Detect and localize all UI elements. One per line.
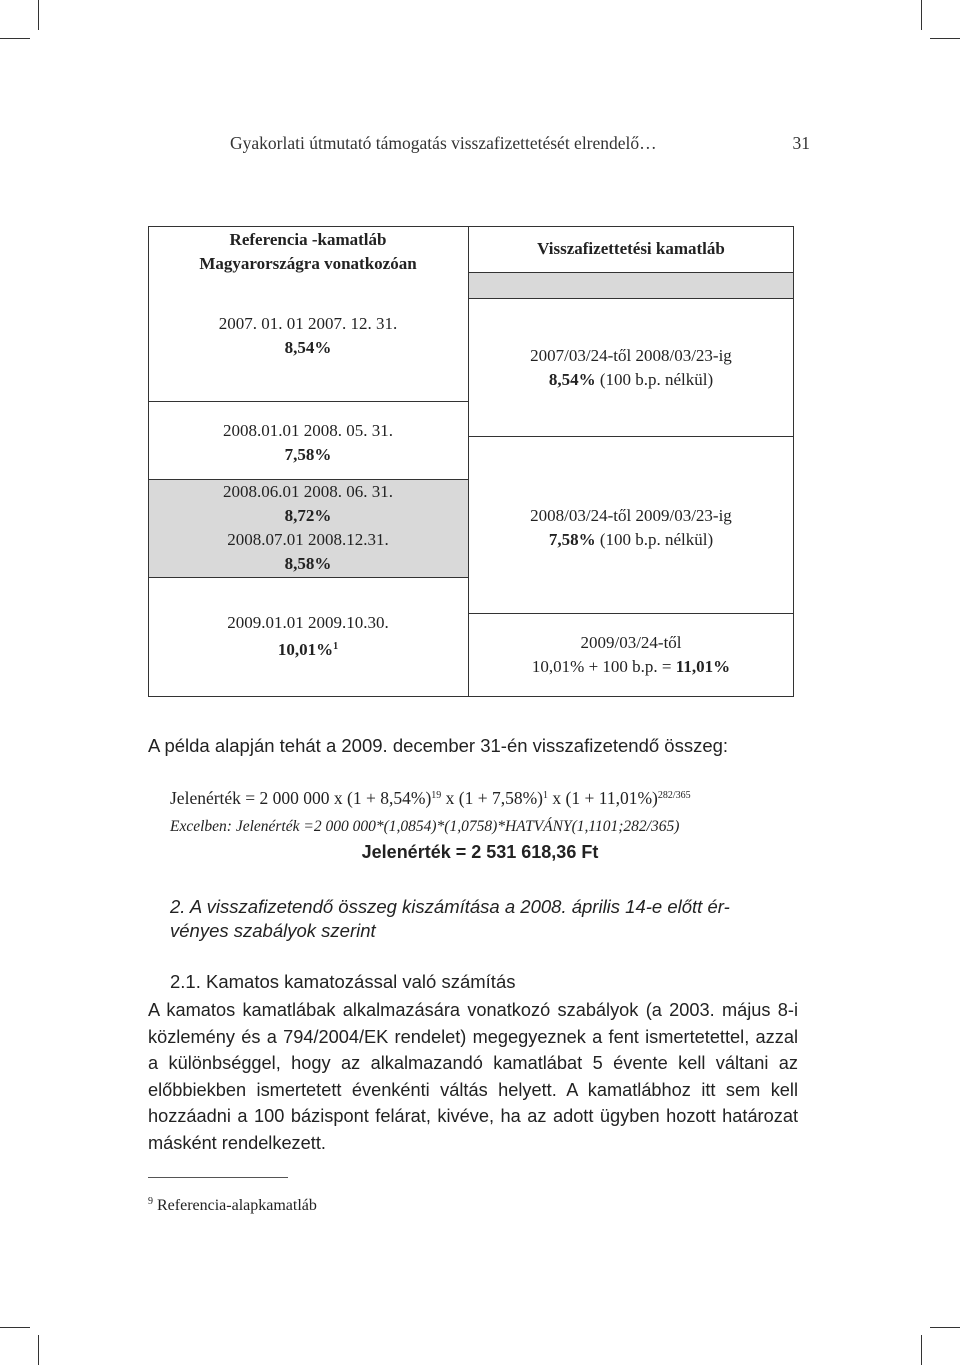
- row3-left-rate2: 8,58%: [284, 554, 332, 573]
- header-title: Gyakorlati útmutató támogatás visszafizettetését elrendelő…: [230, 133, 657, 153]
- row23-right-cell: [468, 504, 794, 552]
- row1-right-rate: 8,54%: [548, 370, 596, 389]
- crop-mark: [921, 0, 922, 30]
- crop-mark: [38, 1335, 39, 1365]
- row1-right-cell: [468, 344, 794, 392]
- row2-left-period: 2008.01.01 2008. 05. 31.: [223, 421, 393, 440]
- header-reference-line2: Magyarországra vonatkozóan: [199, 254, 417, 273]
- footnote-number: 9: [148, 1196, 153, 1207]
- row4-right-calc: 10,01% + 100 b.p. =: [531, 657, 676, 676]
- table-divider: [468, 272, 794, 273]
- table-divider: [468, 613, 794, 614]
- row2-left-cell: [148, 419, 468, 467]
- row1-right-note: (100 b.p. nélkül): [595, 370, 714, 389]
- header-repayment-label: Visszafizettetési kamatláb: [537, 239, 725, 258]
- row1-left-rate: 8,54%: [284, 338, 332, 357]
- header-reference-line1: Referencia -kamatláb: [229, 230, 387, 249]
- row3-left-period1: 2008.06.01 2008. 06. 31.: [223, 482, 393, 501]
- crop-mark: [0, 1327, 30, 1328]
- row3-left-cell: [148, 480, 468, 576]
- excel-formula: Excelben: Jelenérték =2 000 000*(1,0854)*(1,0758)*HATVÁNY(1,1101;282/365): [170, 818, 680, 835]
- gray-header-band: [468, 272, 794, 298]
- crop-mark: [0, 38, 30, 39]
- row4-left-cell: [148, 611, 468, 662]
- formula-exp3: 282/365: [657, 790, 691, 801]
- footnote-text: Referencia-alapkamatláb: [157, 1197, 317, 1214]
- formula-part3: x (1 + 11,01%): [548, 788, 658, 808]
- row4-right-cell: [468, 631, 794, 679]
- row23-right-note: (100 b.p. nélkül): [595, 530, 714, 549]
- row2-left-rate: 7,58%: [284, 445, 332, 464]
- table-divider: [468, 436, 794, 437]
- crop-mark: [930, 38, 960, 39]
- crop-mark: [921, 1335, 922, 1365]
- running-header: [230, 133, 810, 154]
- formula-exp1: 19: [431, 790, 442, 801]
- interest-rate-table: [148, 226, 794, 697]
- subsection-heading: 2.1. Kamatos kamatozással való számítás: [170, 971, 516, 992]
- row23-right-rate: 7,58%: [548, 530, 596, 549]
- row1-left-cell: [148, 312, 468, 360]
- body-paragraph: A kamatos kamatlábak alkalmazására vonatkozó szabályok (a 2003. május 8-i közlemény és a 794/2004/EK rendelet) megegyeznek a fent ismertetettel, azzal a különbséggel, hogy az alkalmazandó kamatlábat 5 évente kell váltani az előbbiekben ismertetett évenkénti váltás helyett. A kamatlábhoz itt sem kell hozzáadni a 100 bázispont felárat, kivéve, ha az adott ügyben hozott határozat másként rendelkezett.: [148, 1000, 798, 1153]
- formula-exp2: 1: [543, 790, 549, 801]
- header-repayment-rate: [468, 237, 794, 261]
- row4-right-period: 2009/03/24-től: [580, 633, 682, 652]
- present-value-result: Jelenérték = 2 531 618,36 Ft: [361, 842, 599, 862]
- footnote-rule: [148, 1177, 288, 1178]
- row4-left-rate: 10,01%: [277, 640, 334, 659]
- table-border: [793, 226, 794, 697]
- table-divider: [468, 226, 469, 697]
- footnote-ref: 1: [333, 641, 339, 652]
- section-heading-line2: vényes szabályok szerint: [170, 920, 376, 941]
- table-border: [148, 696, 794, 697]
- section-heading-line1: 2. A visszafizetendő összeg kiszámítása a 2008. április 14-e előtt ér-: [170, 896, 730, 917]
- present-value-formula: [170, 788, 691, 809]
- table-border: [148, 226, 794, 227]
- formula-part2: x (1 + 7,58%): [441, 788, 544, 808]
- section-heading: [170, 895, 730, 943]
- header-reference-rate: [148, 228, 468, 276]
- table-divider: [148, 401, 469, 402]
- crop-mark: [930, 1327, 960, 1328]
- row1-left-period: 2007. 01. 01 2007. 12. 31.: [218, 314, 398, 333]
- formula-part1: Jelenérték = 2 000 000 x (1 + 8,54%): [170, 788, 432, 808]
- table-divider: [468, 298, 794, 299]
- intro-sentence: A példa alapján tehát a 2009. december 31-én visszafizetendő összeg:: [148, 735, 729, 756]
- footnote: [148, 1196, 317, 1215]
- row23-right-period: 2008/03/24-től 2009/03/23-ig: [530, 506, 732, 525]
- page-number: 31: [792, 133, 810, 153]
- crop-mark: [38, 0, 39, 30]
- row3-left-period2: 2008.07.01 2008.12.31.: [227, 530, 389, 549]
- table-divider: [148, 577, 469, 578]
- row4-right-result: 11,01%: [675, 657, 731, 676]
- row4-left-period: 2009.01.01 2009.10.30.: [227, 613, 389, 632]
- row1-right-period: 2007/03/24-től 2008/03/23-ig: [530, 346, 732, 365]
- row3-left-rate1: 8,72%: [284, 506, 332, 525]
